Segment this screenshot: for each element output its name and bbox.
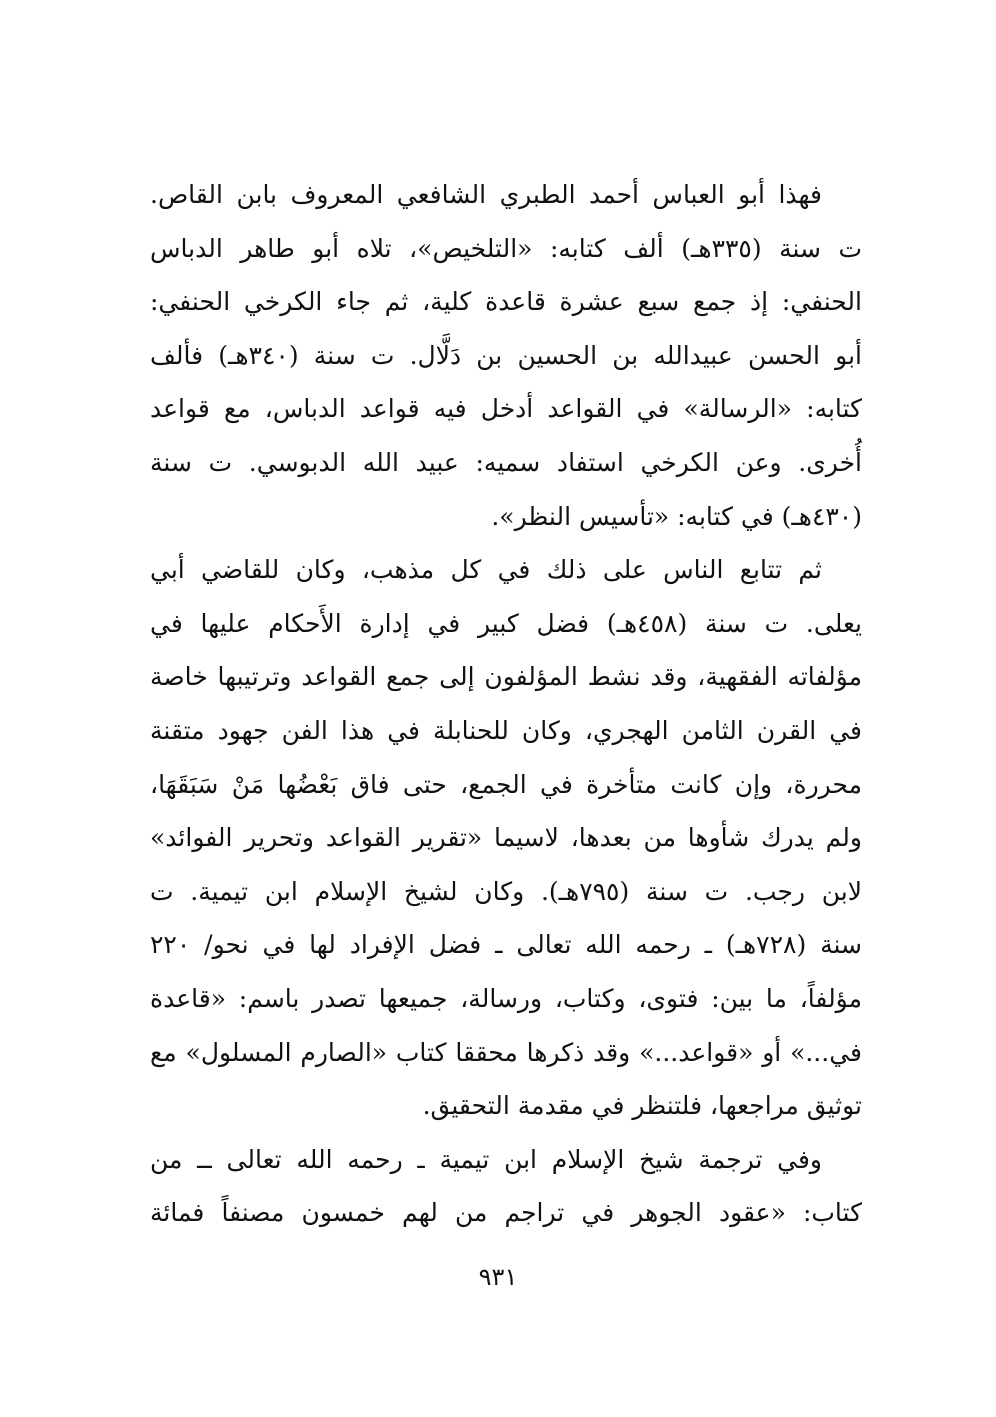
text-line: مؤلفاً، ما بين: فتوى، وكتاب، ورسالة، جميعها تصدر باسم: «قاعدة [150,983,862,1013]
text-line: توثيق مراجعها، فلتنظر في مقدمة التحقيق. [422,1091,862,1121]
text-line: وفي ترجمة شيخ الإسلام ابن تيمية ـ رحمه الله تعالى ــ من [150,1144,822,1174]
text-line: سنة (٧٢٨هـ) ـ رحمه الله تعالى ـ فضل الإفراد لها في نحو/ ٢٢٠ [150,930,862,960]
paragraph-3 [150,1133,862,1240]
body-text [150,168,862,1240]
paragraph-2 [150,543,862,1133]
text-line: مؤلفاته الفقهية، وقد نشط المؤلفون إلى جمع القواعد وترتيبها خاصة [150,662,862,692]
text-line: يعلى. ت سنة (٤٥٨هـ) فضل كبير في إدارة الأَحكام عليها في [150,608,862,638]
text-line: أبو الحسن عبيدالله بن الحسين بن دَلَّال. ت سنة (٣٤٠هـ) فألف [150,340,862,370]
text-line: ولم يدرك شأوها من بعدها، لاسيما «تقرير القواعد وتحرير الفوائد» [150,823,862,853]
text-line: محررة، وإن كانت متأخرة في الجمع، حتى فاق بَعْضُها مَنْ سَبَقَهَا، [150,769,862,799]
text-line: في...» أو «قواعد...» وقد ذكرها محققا كتاب «الصارم المسلول» مع [150,1037,862,1067]
paragraph-1 [150,168,862,543]
text-line: ت سنة (٣٣٥هـ) ألف كتابه: «التلخيص»، تلاه أبو طاهر الدباس [150,233,862,263]
text-line: فهذا أبو العباس أحمد الطبري الشافعي المعروف بابن القاص. [150,180,822,209]
text-line: كتاب: «عقود الجوهر في تراجم من لهم خمسون مصنفاً فمائة [150,1198,862,1228]
text-line: كتابه: «الرسالة» في القواعد أدخل فيه قواعد الدباس، مع قواعد [150,394,862,424]
text-line: الحنفي: إذ جمع سبع عشرة قاعدة كلية، ثم جاء الكرخي الحنفي: [150,287,862,317]
text-line: لابن رجب. ت سنة (٧٩٥هـ). وكان لشيخ الإسلام ابن تيمية. ت [150,876,862,906]
text-line: أُخرى. وعن الكرخي استفاد سميه: عبيد الله الدبوسي. ت سنة [150,447,862,477]
text-line: في القرن الثامن الهجري، وكان للحنابلة في هذا الفن جهود متقنة [150,715,862,745]
text-line: ثم تتابع الناس على ذلك في كل مذهب، وكان للقاضي أبي [150,555,822,585]
text-line: (٤٣٠هـ) في كتابه: «تأسيس النظر». [491,501,862,531]
page-number: ٩٣١ [478,1263,518,1291]
